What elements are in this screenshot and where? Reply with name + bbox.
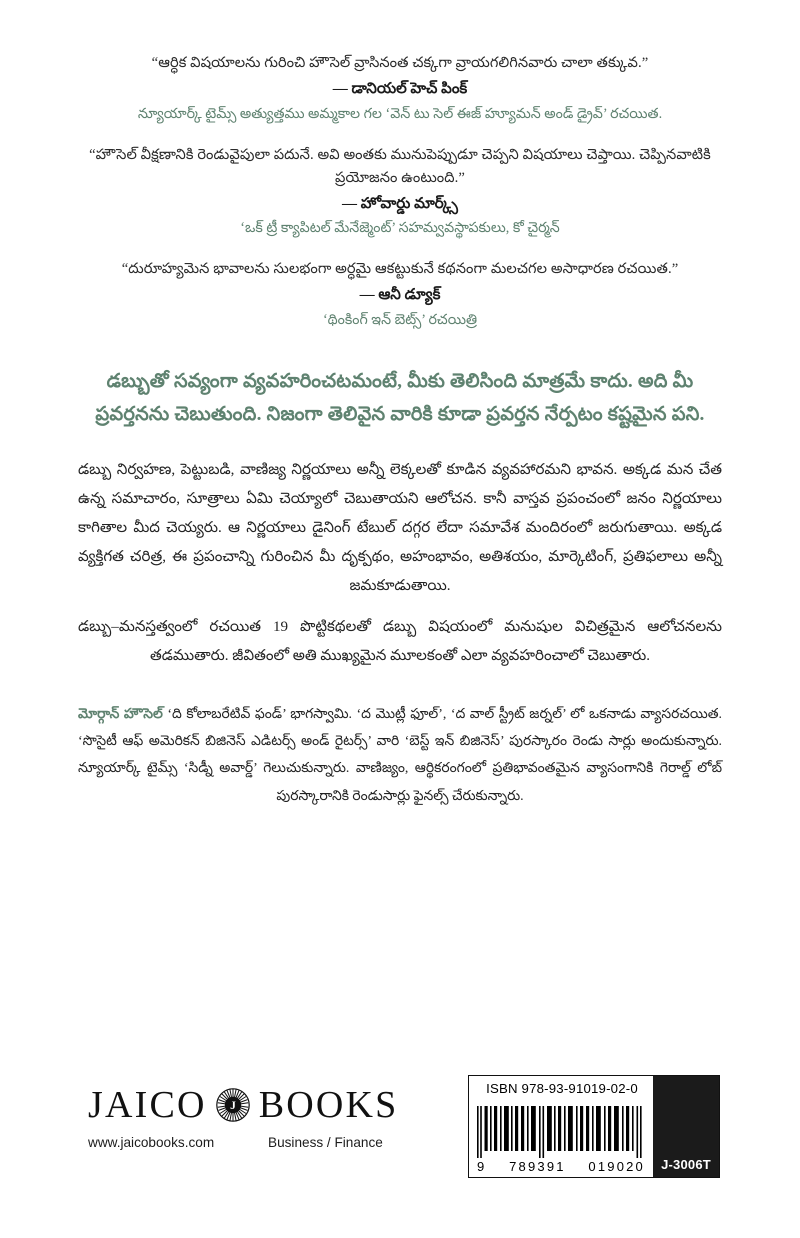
blurb-1-attribution: — డానియల్ హెచ్ పింక్ xyxy=(332,81,468,98)
publisher-name-jaico: JAICO xyxy=(88,1084,207,1126)
barcode-bars-icon xyxy=(477,1098,647,1158)
cover-content xyxy=(78,52,722,824)
blurb-2-attribution: — హోవార్డు మార్క్స్ xyxy=(342,195,458,212)
publisher-logo-row xyxy=(88,1086,428,1124)
barcode-side-panel xyxy=(653,1076,719,1177)
blurb-1 xyxy=(78,52,722,125)
publisher-category: Business / Finance xyxy=(268,1135,383,1150)
blurb-2-quote: “హౌసెల్ వీక్షణానికి రెండువైపులా పదునే. అవి అంతకు మునుపెప్పుడూ చెప్పని విషయాలు చెప్తాయి. చెప్పినవాటికి ప్రయోజనం ఉంటుంది.” xyxy=(89,146,711,186)
catalogue-code: J-3006T xyxy=(661,1157,711,1172)
headline: డబ్బుతో సవ్యంగా వ్యవహరించటమంటే, మీకు తెలిసింది మాత్రమే కాదు. అది మీ ప్రవర్తనను చెబుతుంది. నిజంగా తెలివైన వారికి కూడా ప్రవర్తన నేర్పటం కష్టమైన పని. xyxy=(95,370,705,426)
blurb-3 xyxy=(78,258,722,331)
publisher-subline xyxy=(88,1135,428,1150)
barcode-digits xyxy=(477,1158,647,1174)
barcode-digit-lead: 9 xyxy=(477,1159,487,1174)
footer xyxy=(0,1072,800,1202)
body-paragraph-1: డబ్బు నిర్వహణ, పెట్టుబడి, వాణిజ్య నిర్ణయాలు అన్నీ లెక్కలతో కూడిన వ్యవహారమని భావన. అక్కడ మన చేత ఉన్న సమాచారం, సూత్రాలు ఏమి చెయ్యాలో చెబుతాయని ఆలోచన. కానీ వాస్తవ ప్రపంచంలో జనం నిర్ణయాలు కాగితాల మీద చెయ్యరు. ఆ నిర్ణయాలు డైనింగ్ టేబుల్ దగ్గర లేదా సమావేశ మందిరంలో జరుగుతాయి. అక్కడ వ్యక్తిగత చరిత్ర, ఈ ప్రపంచాన్ని గురించిన మీ దృక్పథం, అహంభావం, అతిశయం, మార్కెటింగ్, ప్రతిఫలాలు అన్నీ జమకూడుతాయి. xyxy=(78,462,722,595)
isbn-barcode-block xyxy=(468,1075,720,1178)
barcode-main xyxy=(469,1076,653,1177)
blurb-2 xyxy=(78,144,722,240)
isbn-number: ISBN 978-93-91019-02-0 xyxy=(486,1081,638,1096)
publisher-website[interactable]: www.jaicobooks.com xyxy=(88,1135,215,1150)
blurb-3-attribution: — ఆనీ డ్యూక్ xyxy=(359,287,441,304)
author-bio xyxy=(78,701,722,809)
barcode-digit-group-2: 019020 xyxy=(588,1159,645,1174)
blurb-2-source: ‘ఒక్ ట్రీ క్యాపిటల్ మేనేజ్మెంట్’ సహమ్వవస్థాపకులు, కో చైర్మన్ xyxy=(240,220,560,237)
author-bio-text: ‘ది కోలాబరేటివ్ ఫండ్’ భాగస్వామి. ‘ద మొట్లీ ఫూల్’, ‘ద వాల్ స్ట్రీట్ జర్నల్’ లో ఒకనాడు వ్యాసరచయిత. ‘సొసైటీ ఆఫ్ అమెరికన్ బిజినెస్ ఎడిటర్స్ అండ్ రైటర్స్’ వారి ‘బెస్ట్ ఇన్ బిజినెస్’ పురస్కారం రెండు సార్లు అందుకున్నారు. న్యూయార్క్ టైమ్స్ ‘సిడ్నీ అవార్డ్’ గెలుచుకున్నారు. వాణిజ్యం, ఆర్థికరంగంలో ప్రతిభావంతమైన వ్యాసంగానికి గెరాల్డ్ లోబ్ పురస్కారానికి రెండుసార్లు ఫైనల్స్ చేరుకున్నారు. xyxy=(78,707,723,804)
blurb-3-quote: “దురూహ్యమెన భావాలను సులభంగా అర్ధమై ఆకట్టుకునే కథనంగా మలచగల అసాధారణ రచయిత.” xyxy=(121,261,679,278)
jaico-sunburst-logo-icon xyxy=(216,1088,250,1122)
blurb-1-source: న్యూయార్క్ టైమ్స్ అత్యుత్తము అమ్మకాల గల ‘వెన్ టు సెల్ ఈజ్ హ్యూమన్ అండ్ డ్రైవ్’ రచయిత. xyxy=(137,105,663,122)
publisher-block xyxy=(88,1086,428,1150)
body-paragraph-2: డబ్బు–మనస్తత్వంలో రచయిత 19 పొట్టికథలతో డబ్బు విషయంలో మనుషుల విచిత్రమైన ఆలోచనలను తడముతారు. జీవితంలో అతి ముఖ్యమైన మూలకంతో ఎలా వ్యవహరించాలో చెబుతారు. xyxy=(78,619,722,665)
author-name: మోర్గాన్ హౌసెల్ xyxy=(78,707,163,723)
barcode-digit-group-1: 789391 xyxy=(509,1159,566,1174)
blurb-3-source: ‘థింకింగ్ ఇన్ బెట్స్’ రచయిత్రి xyxy=(322,311,478,328)
blurb-1-quote: “ఆర్ధిక విషయాలను గురించి హౌసెల్ వ్రాసినంత చక్కగా వ్రాయగలిగినవారు చాలా తక్కువ.” xyxy=(151,55,649,71)
svg-text:J: J xyxy=(229,1100,236,1113)
publisher-name-books: BOOKS xyxy=(258,1084,399,1126)
